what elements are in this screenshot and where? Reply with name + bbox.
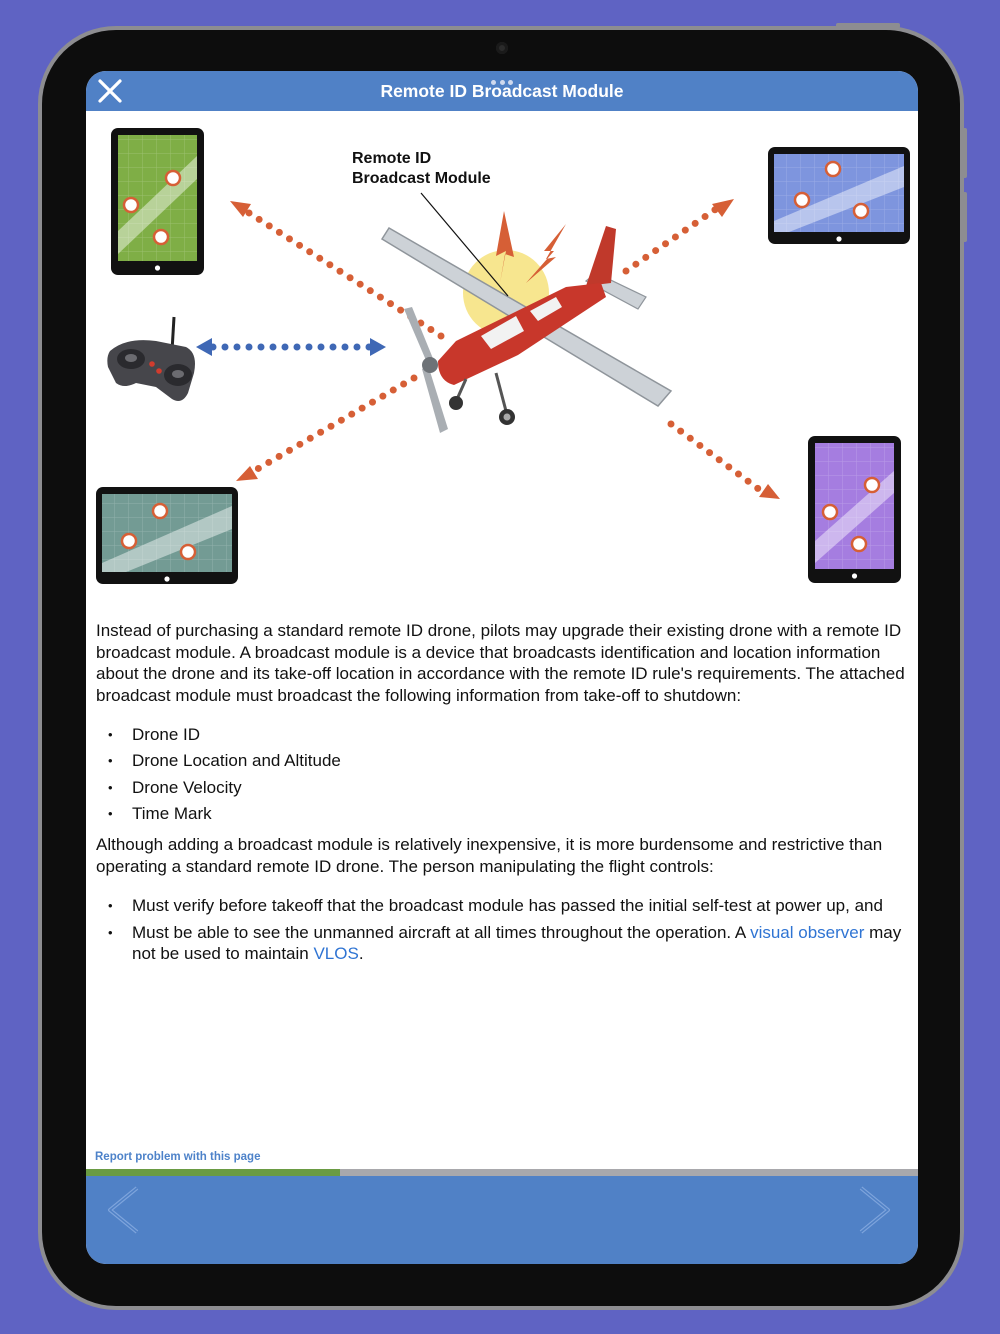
- chevron-left-icon: [100, 1182, 150, 1238]
- tablet-volume-down-button: [962, 192, 967, 242]
- previous-button[interactable]: [100, 1182, 150, 1238]
- camera-icon: [496, 42, 508, 54]
- tablet-purple-icon: [808, 436, 901, 583]
- next-button[interactable]: [852, 1182, 902, 1238]
- report-problem-link[interactable]: Report problem with this page: [95, 1151, 261, 1163]
- remote-controller-icon: [107, 317, 195, 401]
- control-link-arrow: [196, 338, 386, 356]
- visual-observer-link[interactable]: visual observer: [750, 922, 865, 942]
- article-content: [96, 620, 908, 970]
- tablet-volume-up-button: [962, 128, 967, 178]
- app-screen: [86, 71, 918, 1264]
- airplane-icon: [382, 211, 671, 433]
- intro-paragraph: Instead of purchasing a standard remote ID drone, pilots may upgrade their existing drone with a remote ID broadcast module. A broadcast module is a device that broadcasts identification and location information about the drone and its take-off location in accordance with the remote ID rule's requirements. The attached broadcast module must broadcast the following information from take-off to shutdown:: [96, 621, 905, 705]
- page-title: Remote ID Broadcast Module: [380, 81, 624, 101]
- tablet-teal-icon: [96, 487, 238, 584]
- signal-arrow-upper-right: [626, 199, 734, 271]
- list-item: • Drone Velocity: [96, 777, 908, 799]
- signal-arrow-lower-left: [236, 378, 414, 481]
- list-item: • Time Mark: [96, 803, 908, 825]
- module-label-line2: Broadcast Module: [352, 170, 491, 187]
- list-item: • Drone Location and Altitude: [96, 750, 908, 772]
- signal-arrow-lower-right: [671, 424, 780, 499]
- tablet-blue-icon: [768, 147, 910, 244]
- list-item-text: may not be used to maintain: [132, 922, 902, 964]
- module-label-line1: Remote ID: [352, 150, 432, 167]
- vlos-link[interactable]: VLOS: [313, 944, 359, 964]
- operator-requirements-list: [96, 895, 908, 965]
- list-item-text: Must be able to see the unmanned aircraft at all times throughout the operation. A: [132, 922, 751, 942]
- chevron-right-icon: [852, 1182, 902, 1238]
- list-item: • Drone ID: [96, 724, 908, 746]
- requirements-paragraph: Although adding a broadcast module is relatively inexpensive, it is more burdensome and restrictive than operating a standard remote ID drone. The person manipulating the flight controls:: [96, 835, 883, 876]
- header-bar: [86, 71, 918, 111]
- broadcast-info-list: [96, 724, 908, 824]
- progress-fill: [86, 1169, 340, 1176]
- tablet-top-button: [836, 23, 900, 28]
- progress-bar: [86, 1169, 918, 1176]
- tablet-green-icon: [111, 128, 204, 275]
- list-item: • Must verify before takeoff that the broadcast module has passed the initial self-test at power up, and: [96, 895, 908, 917]
- list-item-text: .: [358, 944, 364, 964]
- list-item: [96, 922, 908, 965]
- remote-id-illustration: [86, 111, 918, 591]
- footer-nav-bar: [86, 1176, 918, 1264]
